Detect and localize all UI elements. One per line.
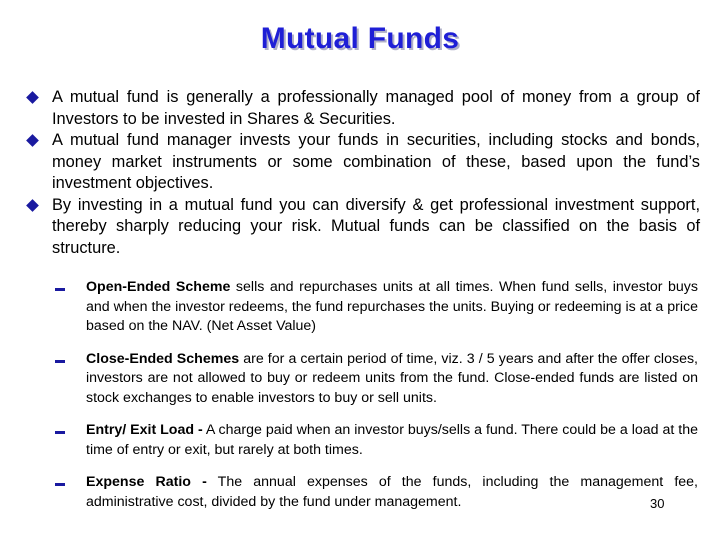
sub-bullet-body: are for a certain period of time, viz. 3 / 5 years and after the offer closes, investors are not allowed to buy or redeem units from the fund. Close-ended funds are listed on stock exchanges to enable investors to buy or sell units. <box>86 350 698 406</box>
sub-bullet-text <box>86 350 698 409</box>
sub-bullet-body: sells and repurchases units at all times. When fund sells, investor buys and when the investor redeems, the fund repurchases the units. Buying or redeeming is at a price based on the NAV. (Net Asset Value) <box>86 279 698 334</box>
page-title: Mutual Funds <box>260 22 460 55</box>
list-item <box>55 350 698 409</box>
diamond-icon <box>26 134 39 147</box>
diamond-icon <box>26 91 39 104</box>
dash-icon <box>55 360 65 363</box>
list-item <box>24 130 700 195</box>
list-item <box>24 195 700 260</box>
sub-bullet-text <box>86 421 698 460</box>
dash-icon <box>55 431 65 434</box>
bullet-text: A mutual fund manager invests your funds in securities, including stocks and bonds, money market instruments or some combination of these, based upon the fund’s investment objectives. <box>52 131 700 192</box>
sub-bullet-term: Expense Ratio - <box>86 474 207 490</box>
sub-bullet-text <box>86 278 698 337</box>
sub-bullet-body: A charge paid when an investor buys/sells a fund. There could be a load at the time of entry or exit, but rarely at both times. <box>86 422 698 458</box>
list-item <box>55 421 698 460</box>
sub-bullet-list <box>55 278 698 512</box>
sub-bullet-term: Close-Ended Schemes <box>86 350 240 367</box>
dash-icon <box>55 288 65 291</box>
bullet-text: A mutual fund is generally a professionally managed pool of money from a group of Investors to be invested in Shares & Securities. <box>52 88 700 128</box>
list-item <box>24 87 700 130</box>
sub-bullet-term: Entry/ Exit Load - <box>86 422 203 438</box>
list-item <box>55 278 698 337</box>
bullet-list <box>24 87 700 259</box>
sub-bullet-term: Open-Ended Scheme <box>86 279 231 295</box>
list-item <box>55 473 698 512</box>
dash-icon <box>55 483 65 486</box>
bullet-text: By investing in a mutual fund you can diversify & get professional investment support, thereby sharply reducing your risk. Mutual funds can be classified on the basis of structure. <box>52 195 700 257</box>
diamond-icon <box>26 199 39 212</box>
page-number: 30 <box>650 496 665 511</box>
sub-bullet-text <box>86 473 698 512</box>
sub-bullet-body: The annual expenses of the funds, including the management fee, administrative cost, divided by the fund under management. <box>86 474 698 510</box>
